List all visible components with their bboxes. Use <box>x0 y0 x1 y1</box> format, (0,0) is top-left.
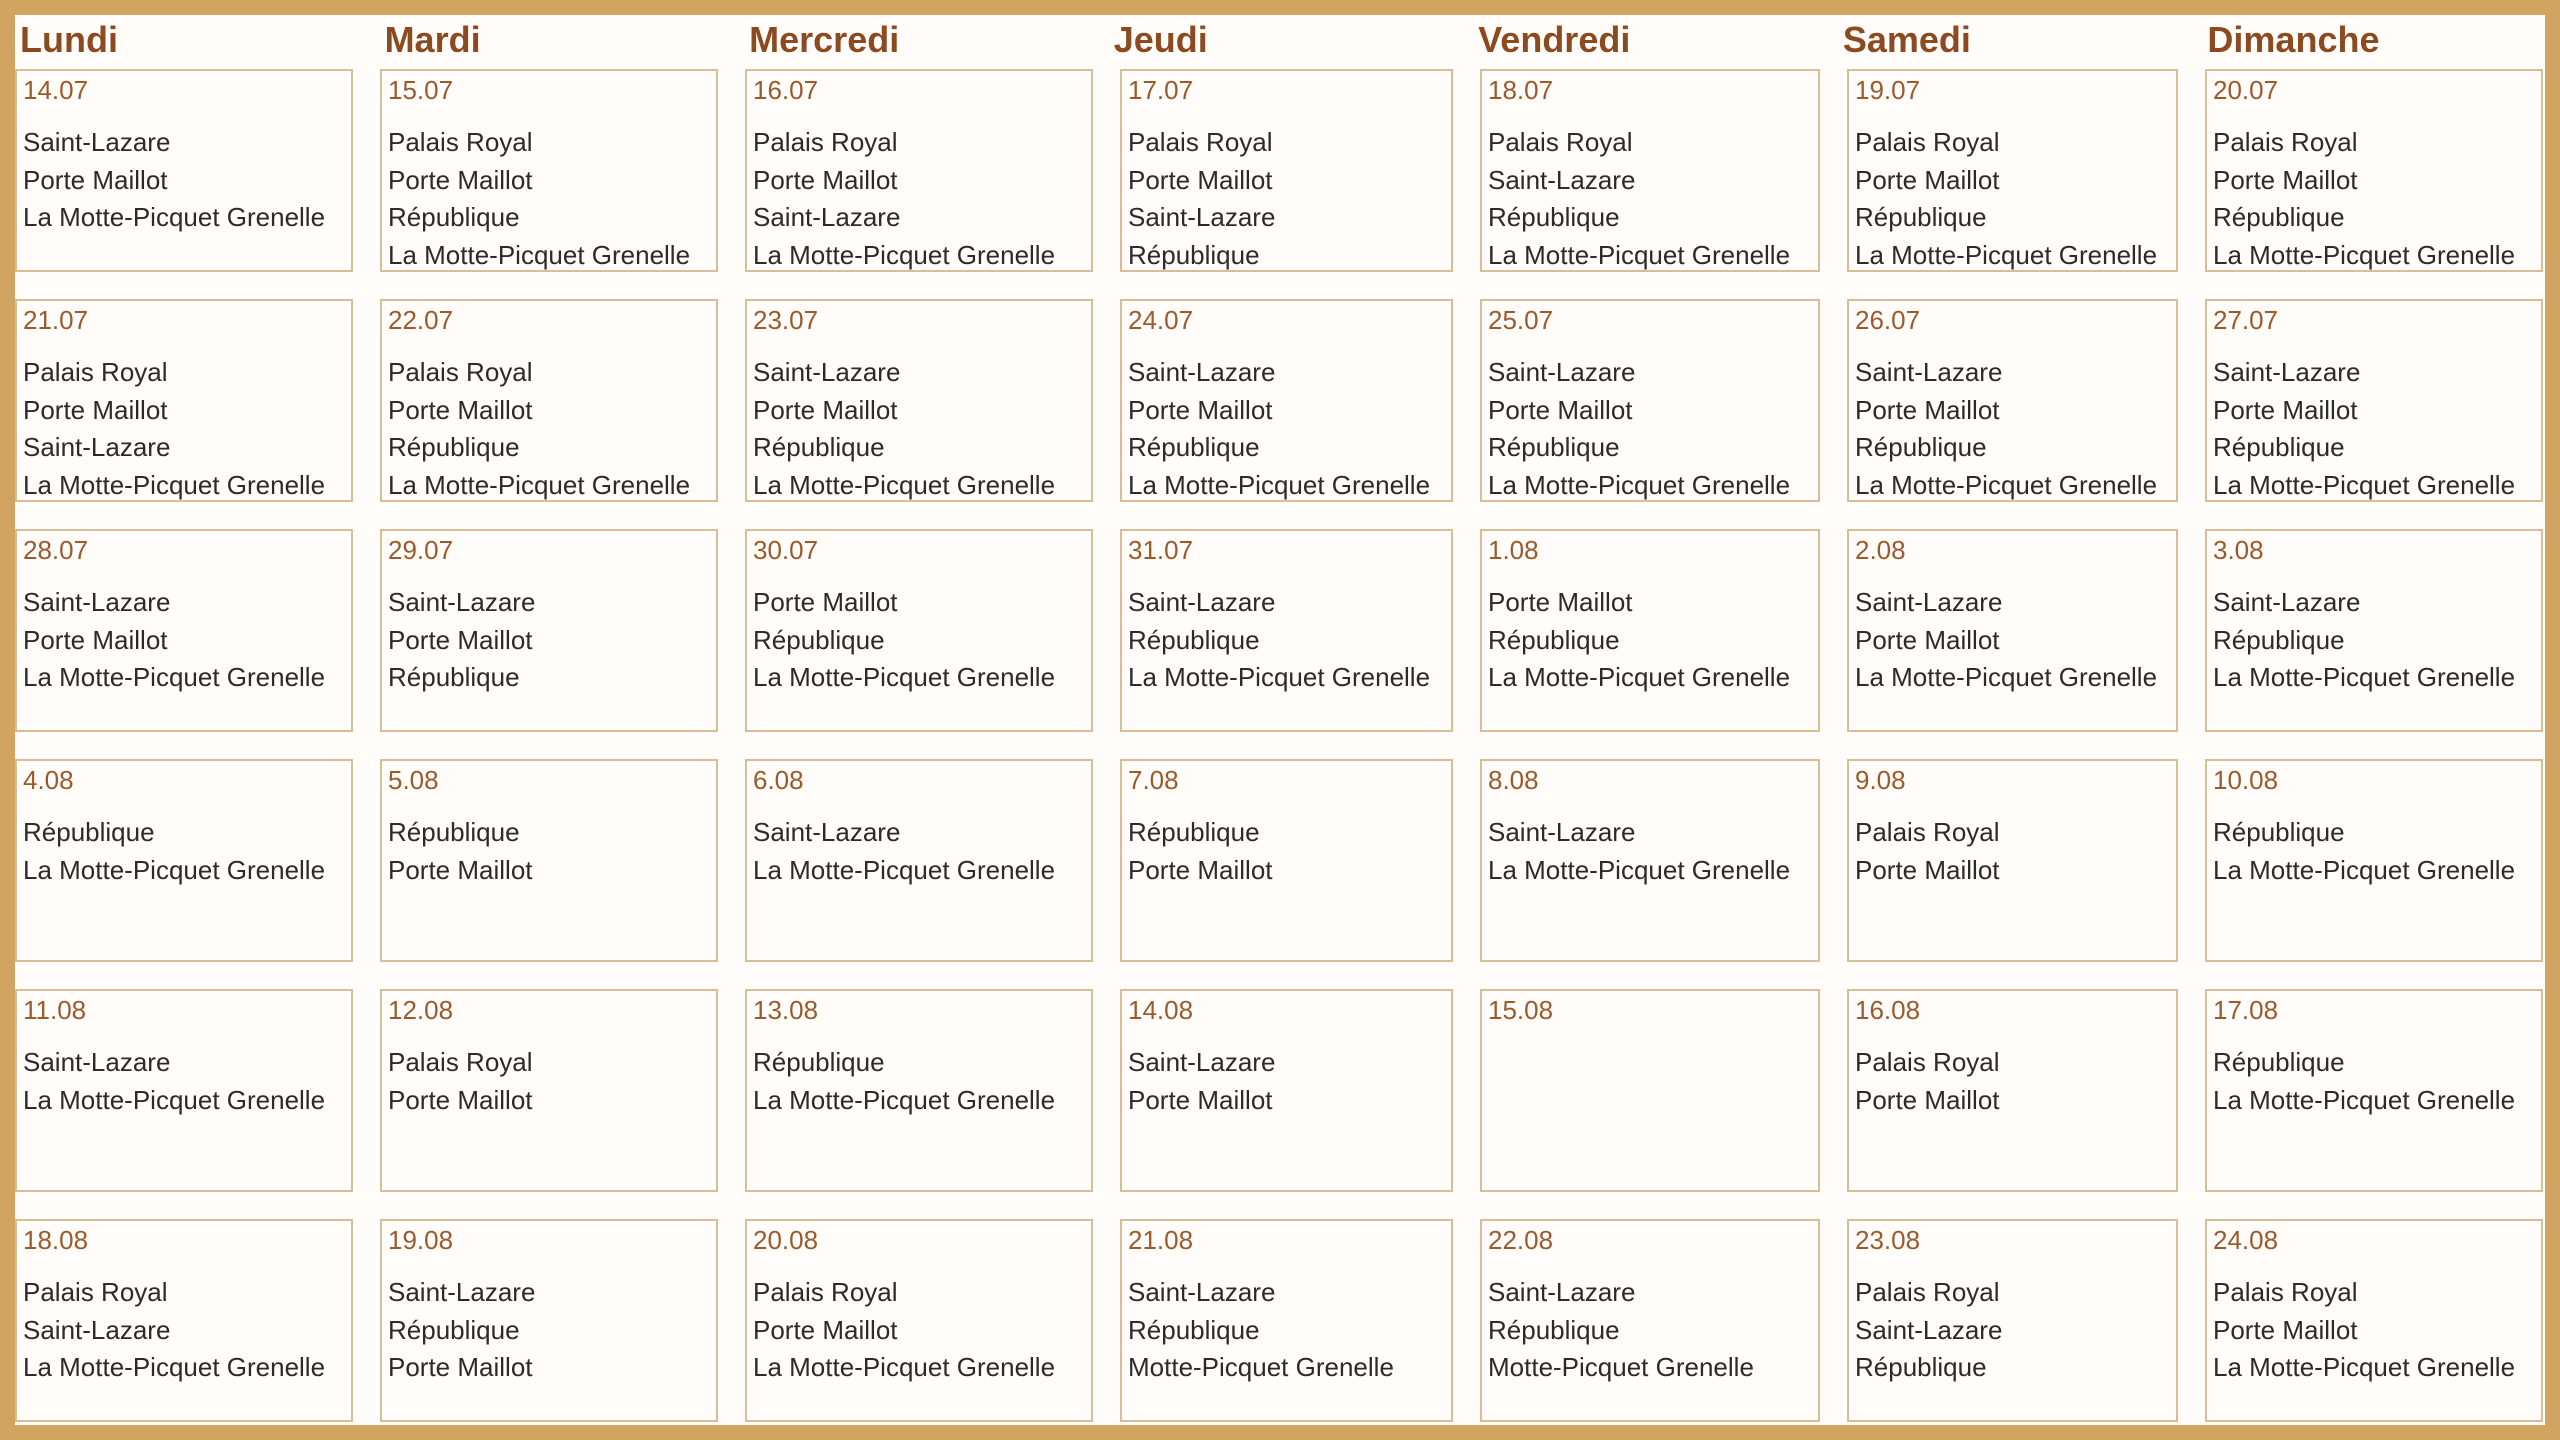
station-list <box>1488 584 1818 697</box>
day-name-saturday: Samedi <box>1842 19 1971 60</box>
day-cell <box>1480 989 1820 1192</box>
station-name: Porte Maillot <box>388 1352 533 1382</box>
day-cell <box>15 299 353 502</box>
day-cell <box>1847 1219 2178 1422</box>
station-name: Saint-Lazare <box>1488 817 1636 847</box>
station-name: La Motte-Picquet Grenelle <box>2213 662 2516 692</box>
station-name: Saint-Lazare <box>2213 357 2361 387</box>
day-name-friday: Vendredi <box>1478 19 1631 60</box>
station-list <box>23 1044 351 1119</box>
cell-date: 15.08 <box>1488 995 1554 1025</box>
station-name: République <box>388 202 520 232</box>
station-name: Porte Maillot <box>23 164 168 195</box>
station-name: Saint-Lazare <box>388 1277 536 1307</box>
station-name: Porte Maillot <box>1855 394 2000 425</box>
station-name: République <box>1128 1314 1260 1345</box>
station-name: Saint-Lazare <box>1488 357 1636 387</box>
station-name: Porte Maillot <box>1488 394 1633 425</box>
cell-date: 18.08 <box>23 1225 89 1255</box>
station-list <box>23 584 351 697</box>
station-name: La Motte-Picquet Grenelle <box>753 239 1056 270</box>
cell-date: 20.08 <box>753 1225 819 1255</box>
station-name: La Motte-Picquet Grenelle <box>388 469 691 500</box>
cell-date: 15.07 <box>388 75 454 105</box>
cell-date: 19.07 <box>1855 75 1921 105</box>
station-name: Saint-Lazare <box>1488 164 1636 195</box>
station-name: Porte Maillot <box>1855 854 2000 885</box>
day-cell <box>2205 529 2543 732</box>
station-name: Palais Royal <box>2213 127 2358 157</box>
day-name-sunday: Dimanche <box>2207 19 2380 60</box>
station-list <box>23 814 351 889</box>
station-list <box>388 584 716 697</box>
day-name-monday: Lundi <box>20 19 118 60</box>
station-name: République <box>388 432 520 462</box>
station-name: Palais Royal <box>753 1277 898 1307</box>
station-name: Motte-Picquet Grenelle <box>1128 1352 1394 1382</box>
cell-date: 26.07 <box>1855 305 1921 335</box>
day-cell <box>1480 69 1820 272</box>
station-list <box>753 354 1091 502</box>
station-name: République <box>388 817 520 847</box>
station-list <box>2213 124 2541 272</box>
day-cell <box>1847 529 2178 732</box>
cell-date: 31.07 <box>1128 535 1194 565</box>
station-name: Palais Royal <box>2213 1277 2358 1307</box>
station-name: Saint-Lazare <box>753 357 901 387</box>
station-list <box>753 814 1091 889</box>
cell-date: 22.08 <box>1488 1225 1554 1255</box>
station-name: La Motte-Picquet Grenelle <box>23 202 326 232</box>
day-cell <box>745 759 1093 962</box>
station-name: La Motte-Picquet Grenelle <box>23 662 326 692</box>
station-name: République <box>1128 432 1260 462</box>
day-cell <box>380 529 718 732</box>
station-name: Palais Royal <box>753 127 898 157</box>
cell-date: 2.08 <box>1855 535 1906 565</box>
station-list <box>1855 1274 2176 1387</box>
day-cell <box>1120 69 1453 272</box>
station-list <box>753 124 1091 272</box>
day-cell <box>1847 299 2178 502</box>
station-name: Porte Maillot <box>1855 624 2000 655</box>
station-name: La Motte-Picquet Grenelle <box>2213 1084 2516 1115</box>
station-name: Porte Maillot <box>1855 1084 2000 1115</box>
station-list <box>388 354 716 502</box>
station-list <box>2213 354 2541 502</box>
station-name: La Motte-Picquet Grenelle <box>2213 469 2516 500</box>
station-list <box>1855 354 2176 502</box>
station-name: Saint-Lazare <box>1855 357 2003 387</box>
cell-date: 29.07 <box>388 535 454 565</box>
station-name: La Motte-Picquet Grenelle <box>753 854 1056 885</box>
station-list <box>1855 814 2176 889</box>
station-name: La Motte-Picquet Grenelle <box>2213 239 2516 270</box>
cell-date: 10.08 <box>2213 765 2279 795</box>
day-cell <box>380 299 718 502</box>
station-name: Saint-Lazare <box>1855 587 2003 617</box>
day-cell <box>1480 529 1820 732</box>
station-list <box>1128 1044 1451 1119</box>
day-cell <box>1480 299 1820 502</box>
station-name: La Motte-Picquet Grenelle <box>1488 662 1791 692</box>
day-cell <box>2205 989 2543 1192</box>
station-list <box>753 1274 1091 1387</box>
station-name: La Motte-Picquet Grenelle <box>1488 469 1791 500</box>
station-name: Palais Royal <box>1855 1047 2000 1077</box>
day-cell <box>15 1219 353 1422</box>
cell-date: 27.07 <box>2213 305 2279 335</box>
station-name: République <box>753 624 885 655</box>
station-name: République <box>1128 817 1260 847</box>
cell-date: 21.08 <box>1128 1225 1194 1255</box>
day-cell <box>1480 759 1820 962</box>
station-name: Porte Maillot <box>1128 394 1273 425</box>
cell-date: 7.08 <box>1128 765 1179 795</box>
day-cell <box>1120 989 1453 1192</box>
station-list <box>1128 1274 1451 1387</box>
day-cell <box>380 759 718 962</box>
station-name: Porte Maillot <box>1128 854 1273 885</box>
station-list <box>1128 584 1451 697</box>
station-name: République <box>1855 432 1987 462</box>
day-cell <box>380 1219 718 1422</box>
station-name: Porte Maillot <box>753 394 898 425</box>
station-name: République <box>388 1314 520 1345</box>
day-cell <box>745 299 1093 502</box>
station-name: La Motte-Picquet Grenelle <box>1855 662 2158 692</box>
day-cell <box>2205 1219 2543 1422</box>
station-name: La Motte-Picquet Grenelle <box>1855 469 2158 500</box>
day-cell <box>1120 299 1453 502</box>
station-name: Saint-Lazare <box>23 1314 171 1345</box>
cell-date: 18.07 <box>1488 75 1554 105</box>
station-name: Porte Maillot <box>1128 164 1273 195</box>
station-name: République <box>1488 202 1620 232</box>
day-cell <box>1120 759 1453 962</box>
cell-date: 8.08 <box>1488 765 1539 795</box>
cell-date: 17.07 <box>1128 75 1194 105</box>
day-cell <box>745 989 1093 1192</box>
station-name: Saint-Lazare <box>1128 202 1276 232</box>
day-cell <box>380 69 718 272</box>
station-list <box>388 1044 716 1119</box>
cell-date: 16.08 <box>1855 995 1921 1025</box>
day-cell <box>1120 1219 1453 1422</box>
station-name: République <box>753 1047 885 1077</box>
station-name: Porte Maillot <box>388 164 533 195</box>
station-name: Saint-Lazare <box>23 432 171 462</box>
cell-date: 5.08 <box>388 765 439 795</box>
cell-date: 28.07 <box>23 535 89 565</box>
station-list <box>1855 584 2176 697</box>
day-cell <box>380 989 718 1192</box>
cell-date: 25.07 <box>1488 305 1554 335</box>
day-name-tuesday: Mardi <box>384 19 481 60</box>
station-name: Saint-Lazare <box>23 127 171 157</box>
station-name: République <box>753 432 885 462</box>
station-name: Saint-Lazare <box>753 202 901 232</box>
station-name: Porte Maillot <box>388 624 533 655</box>
station-name: République <box>1128 239 1260 270</box>
station-list <box>1488 354 1818 502</box>
cell-date: 24.08 <box>2213 1225 2279 1255</box>
cell-date: 6.08 <box>753 765 804 795</box>
station-name: République <box>23 817 155 847</box>
cell-date: 30.07 <box>753 535 819 565</box>
station-list <box>388 1274 716 1387</box>
station-list <box>1488 1274 1818 1387</box>
station-list <box>2213 814 2541 889</box>
cell-date: 17.08 <box>2213 995 2279 1025</box>
station-name: Saint-Lazare <box>1128 1047 1276 1077</box>
station-name: La Motte-Picquet Grenelle <box>1128 469 1431 500</box>
day-name-thursday: Jeudi <box>1113 19 1208 60</box>
day-cell <box>2205 299 2543 502</box>
station-name: Porte Maillot <box>388 394 533 425</box>
station-name: Palais Royal <box>1855 1277 2000 1307</box>
day-cell <box>2205 69 2543 272</box>
station-name: Palais Royal <box>23 1277 168 1307</box>
station-list <box>2213 1044 2541 1119</box>
cell-date: 23.07 <box>753 305 819 335</box>
station-name: République <box>1488 1314 1620 1345</box>
station-name: République <box>388 662 520 692</box>
station-name: Saint-Lazare <box>388 587 536 617</box>
station-name: Porte Maillot <box>1855 164 2000 195</box>
station-name: La Motte-Picquet Grenelle <box>753 469 1056 500</box>
station-name: La Motte-Picquet Grenelle <box>388 239 691 270</box>
station-name: La Motte-Picquet Grenelle <box>23 1352 326 1382</box>
station-name: République <box>2213 1047 2345 1077</box>
station-name: La Motte-Picquet Grenelle <box>1855 239 2158 270</box>
station-name: La Motte-Picquet Grenelle <box>23 469 326 500</box>
day-cell <box>745 1219 1093 1422</box>
station-name: La Motte-Picquet Grenelle <box>1488 239 1791 270</box>
cell-date: 1.08 <box>1488 535 1539 565</box>
station-name: La Motte-Picquet Grenelle <box>753 1352 1056 1382</box>
day-cell <box>1480 1219 1820 1422</box>
station-name: Porte Maillot <box>388 854 533 885</box>
station-name: Porte Maillot <box>1488 587 1633 617</box>
cell-date: 21.07 <box>23 305 89 335</box>
day-cell <box>15 69 353 272</box>
station-name: La Motte-Picquet Grenelle <box>753 1084 1056 1115</box>
station-list <box>1855 1044 2176 1119</box>
station-list <box>23 124 351 237</box>
station-list <box>1128 124 1451 272</box>
station-name: Saint-Lazare <box>23 587 171 617</box>
station-name: Saint-Lazare <box>1855 1314 2003 1345</box>
station-name: Palais Royal <box>1128 127 1273 157</box>
station-name: Porte Maillot <box>1128 1084 1273 1115</box>
station-name: Saint-Lazare <box>1128 587 1276 617</box>
station-list <box>23 1274 351 1387</box>
cell-date: 9.08 <box>1855 765 1906 795</box>
station-name: La Motte-Picquet Grenelle <box>753 662 1056 692</box>
cell-date: 23.08 <box>1855 1225 1921 1255</box>
station-name: République <box>1128 624 1260 655</box>
cell-date: 14.08 <box>1128 995 1194 1025</box>
station-name: Porte Maillot <box>753 164 898 195</box>
station-name: La Motte-Picquet Grenelle <box>23 854 326 885</box>
station-name: Saint-Lazare <box>1488 1277 1636 1307</box>
station-name: La Motte-Picquet Grenelle <box>1128 662 1431 692</box>
station-name: Palais Royal <box>1488 127 1633 157</box>
day-cell <box>1847 69 2178 272</box>
calendar-grid <box>15 69 2545 1422</box>
station-list <box>753 1044 1091 1119</box>
cell-date: 12.08 <box>388 995 454 1025</box>
station-name: Palais Royal <box>388 357 533 387</box>
station-name: Porte Maillot <box>2213 1314 2358 1345</box>
day-cell <box>745 69 1093 272</box>
station-list <box>388 814 716 889</box>
cell-date: 11.08 <box>23 995 87 1025</box>
station-name: Palais Royal <box>1855 127 2000 157</box>
station-name: Palais Royal <box>1855 817 2000 847</box>
station-name: La Motte-Picquet Grenelle <box>1488 854 1791 885</box>
station-list <box>23 354 351 502</box>
station-name: La Motte-Picquet Grenelle <box>2213 854 2516 885</box>
station-name: Saint-Lazare <box>23 1047 171 1077</box>
station-name: Palais Royal <box>23 357 168 387</box>
day-cell <box>15 529 353 732</box>
station-name: Saint-Lazare <box>2213 587 2361 617</box>
day-cell <box>15 759 353 962</box>
station-list <box>2213 584 2541 697</box>
station-name: République <box>1488 624 1620 655</box>
station-name: Motte-Picquet Grenelle <box>1488 1352 1754 1382</box>
day-cell <box>1847 989 2178 1192</box>
cell-date: 14.07 <box>23 75 89 105</box>
station-name: République <box>2213 624 2345 655</box>
station-name: République <box>1855 1352 1987 1382</box>
day-cell <box>2205 759 2543 962</box>
station-list <box>1488 814 1818 889</box>
station-name: Porte Maillot <box>388 1084 533 1115</box>
station-name: Porte Maillot <box>23 624 168 655</box>
station-name: République <box>1488 432 1620 462</box>
day-name-wednesday: Mercredi <box>749 19 900 60</box>
station-name: Saint-Lazare <box>1128 1277 1276 1307</box>
day-cell <box>15 989 353 1192</box>
day-cell <box>1847 759 2178 962</box>
station-name: Saint-Lazare <box>753 817 901 847</box>
cell-date: 19.08 <box>388 1225 454 1255</box>
cell-date: 4.08 <box>23 765 74 795</box>
station-list <box>1855 124 2176 272</box>
station-name: La Motte-Picquet Grenelle <box>23 1084 326 1115</box>
station-list <box>1128 814 1451 889</box>
cell-date: 20.07 <box>2213 75 2279 105</box>
day-cell <box>745 529 1093 732</box>
day-cell <box>1120 529 1453 732</box>
station-name: Porte Maillot <box>23 394 168 425</box>
station-list <box>1488 124 1818 272</box>
station-name: Porte Maillot <box>753 587 898 617</box>
station-list <box>388 124 716 272</box>
station-name: Porte Maillot <box>2213 394 2358 425</box>
station-name: République <box>2213 202 2345 232</box>
station-name: Palais Royal <box>388 127 533 157</box>
cell-date: 24.07 <box>1128 305 1194 335</box>
station-list <box>2213 1274 2541 1387</box>
station-list <box>1128 354 1451 502</box>
calendar-page <box>15 15 2545 1425</box>
station-name: Porte Maillot <box>753 1314 898 1345</box>
station-name: La Motte-Picquet Grenelle <box>2213 1352 2516 1382</box>
station-name: Palais Royal <box>388 1047 533 1077</box>
cell-date: 16.07 <box>753 75 819 105</box>
cell-date: 3.08 <box>2213 535 2264 565</box>
station-list <box>753 584 1091 697</box>
station-name: Porte Maillot <box>2213 164 2358 195</box>
station-name: République <box>2213 817 2345 847</box>
station-name: République <box>2213 432 2345 462</box>
cell-date: 13.08 <box>753 995 819 1025</box>
station-name: Saint-Lazare <box>1128 357 1276 387</box>
cell-date: 22.07 <box>388 305 454 335</box>
station-name: République <box>1855 202 1987 232</box>
